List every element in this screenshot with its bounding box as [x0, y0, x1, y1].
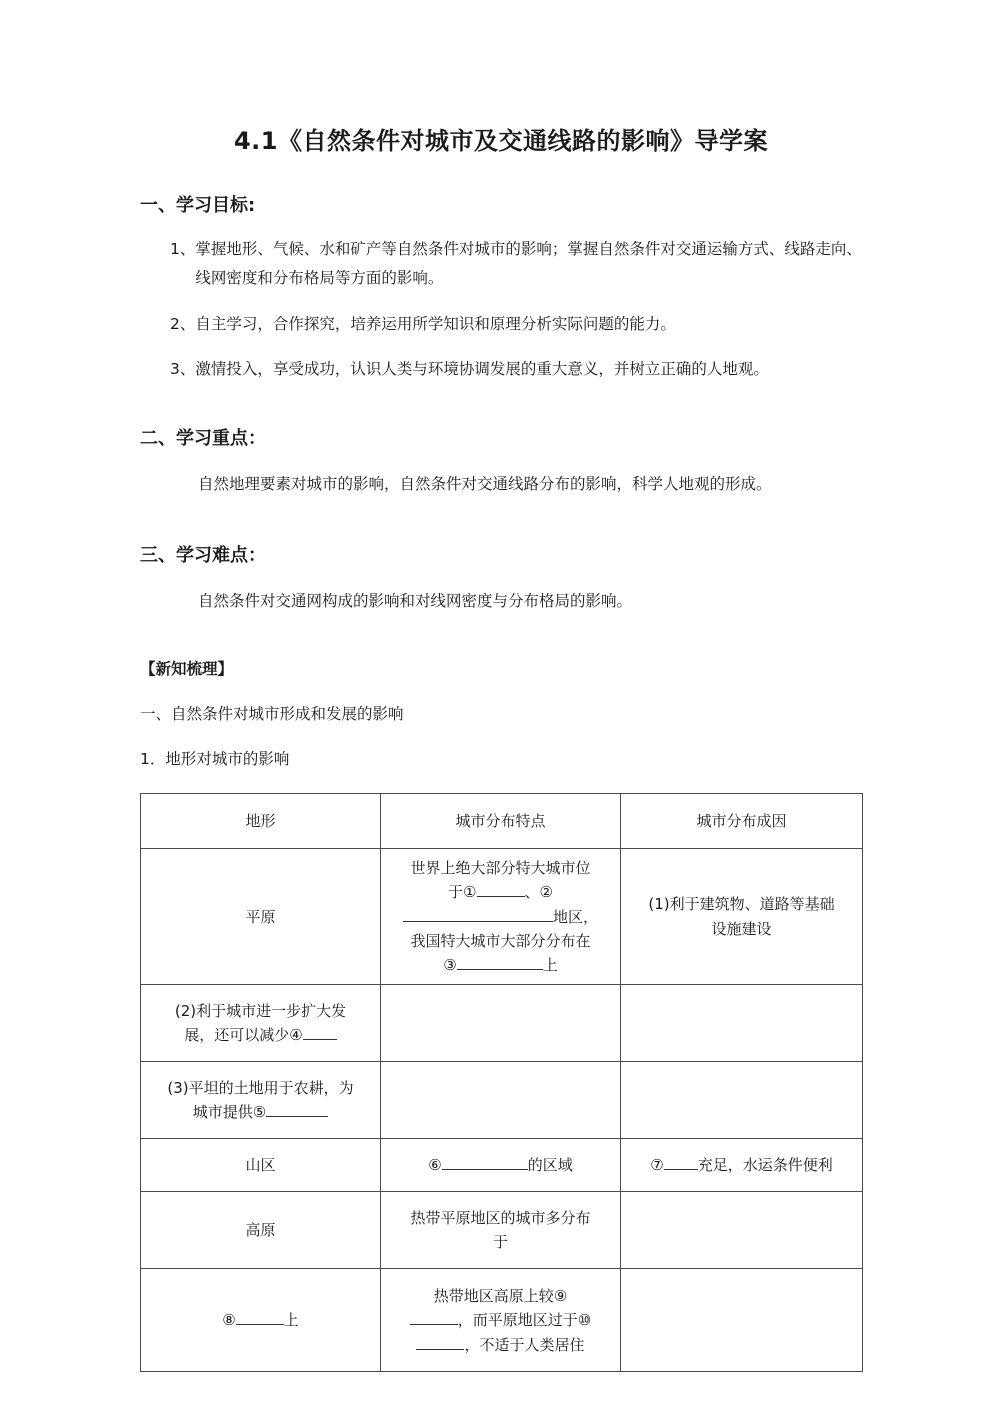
feature-line: 于① 、② [448, 883, 553, 902]
page-title: 4.1《自然条件对城市及交通线路的影响》导学案 [233, 127, 768, 155]
cell-feature-empty [381, 985, 621, 1062]
terrain-city-table [140, 793, 863, 1372]
column-header-distribution-cause: 城市分布成因 [621, 793, 863, 848]
table-row [141, 848, 863, 984]
objective-number: 2、 [170, 314, 196, 333]
table-row [141, 1192, 863, 1269]
terrain-line: (3)平坦的土地用于农耕，为 [167, 1079, 354, 1098]
cell-cause-empty [621, 1192, 863, 1269]
fill-in-blank [410, 1324, 458, 1325]
column-header-terrain: 地形 [141, 793, 381, 848]
cause-line: 设施建设 [711, 919, 772, 938]
table-row [141, 1139, 863, 1192]
section-heading-key-points: 二、学习重点： [140, 428, 266, 450]
table-row [141, 1062, 863, 1139]
feature-line: ③ 上 [443, 956, 558, 975]
fill-in-blank [442, 1169, 528, 1170]
cell-feature-mountain: ⑥ 的区域 [381, 1139, 621, 1192]
cell-cause-empty [621, 1269, 863, 1372]
terrain-table-container [140, 771, 862, 1372]
feature-line: 于 [492, 1233, 508, 1252]
cause-line: (1)利于建筑物、道路等基础 [648, 895, 835, 914]
fill-in-blank [303, 1039, 337, 1040]
cell-terrain-blank8: ⑧ 上 [141, 1269, 381, 1372]
feature-line: 热带平原地区的城市多分布 [410, 1209, 591, 1228]
objective-item-1 [140, 218, 862, 292]
cell-terrain-plain: 平原 [141, 848, 381, 984]
cell-terrain-farmland [141, 1062, 381, 1139]
section-heading-difficulties: 三、学习难点： [140, 545, 266, 567]
terrain-line: 城市提供⑤ [147, 1100, 374, 1124]
cell-feature-plateau [381, 1192, 621, 1269]
table-row [141, 985, 863, 1062]
cell-cause-plain [621, 848, 863, 984]
fill-in-blank [266, 1116, 328, 1117]
fill-in-blank [664, 1169, 698, 1170]
objective-text: 掌握地形、气候、水和矿产等自然条件对城市的影响；掌握自然条件对交通运输方式、线路走向、线网密度和分布格局等方面的影响。 [195, 240, 862, 288]
key-points-body: 自然地理要素对城市的影响，自然条件对交通线路分布的影响，科学人地观的形成。 [198, 475, 772, 494]
cell-feature-empty [381, 1062, 621, 1139]
section-heading-objectives: 一、学习目标: [140, 195, 256, 217]
feature-line: 热带地区高原上较⑨ [433, 1287, 568, 1305]
cell-terrain-expand [141, 985, 381, 1062]
cell-terrain-mountain: 山区 [141, 1139, 381, 1192]
objective-item-2 [140, 293, 862, 339]
table-header-row [141, 793, 863, 848]
objective-number: 3、 [170, 360, 196, 379]
cell-feature-tropical [381, 1269, 621, 1372]
feature-line: 地区， [387, 905, 614, 929]
cell-terrain-plateau: 高原 [141, 1192, 381, 1269]
new-knowledge-subheading-2: 1．地形对城市的影响 [140, 749, 290, 768]
cell-cause-mountain: ⑦ 充足，水运条件便利 [621, 1139, 863, 1192]
objective-number: 1、 [170, 240, 196, 259]
difficulties-body: 自然条件对交通网构成的影响和对线网密度与分布格局的影响。 [198, 592, 633, 611]
feature-line: ，而平原地区过于⑩ [387, 1308, 614, 1332]
terrain-line: 展，还可以减少④ [147, 1023, 374, 1047]
objectives-list [140, 218, 862, 384]
feature-line: 我国特大城市大部分分布在 [410, 931, 591, 950]
fill-in-blank [236, 1324, 284, 1325]
table-row [141, 1269, 863, 1372]
fill-in-blank [457, 969, 543, 970]
objective-text: 自主学习，合作探究，培养运用所学知识和原理分析实际问题的能力。 [195, 314, 676, 333]
fill-in-blank [403, 921, 553, 922]
column-header-distribution-feature: 城市分布特点 [381, 793, 621, 848]
document-content [140, 0, 862, 1372]
cell-feature-plain [381, 848, 621, 984]
fill-in-blank [416, 1349, 464, 1350]
objective-text: 激情投入，享受成功，认识人类与环境协调发展的重大意义，并树立正确的人地观。 [195, 360, 769, 379]
terrain-line: (2)利于城市进一步扩大发 [174, 1002, 347, 1021]
new-knowledge-subheading: 一、自然条件对城市形成和发展的影响 [140, 705, 404, 724]
objective-item-3 [140, 338, 862, 384]
new-knowledge-block-title: 【新知梳理】 [140, 660, 234, 679]
cell-cause-empty [621, 985, 863, 1062]
feature-line: ，不适于人类居住 [387, 1333, 614, 1357]
fill-in-blank [477, 896, 525, 897]
feature-line: 世界上绝大部分特大城市位 [410, 858, 591, 877]
cell-cause-empty [621, 1062, 863, 1139]
